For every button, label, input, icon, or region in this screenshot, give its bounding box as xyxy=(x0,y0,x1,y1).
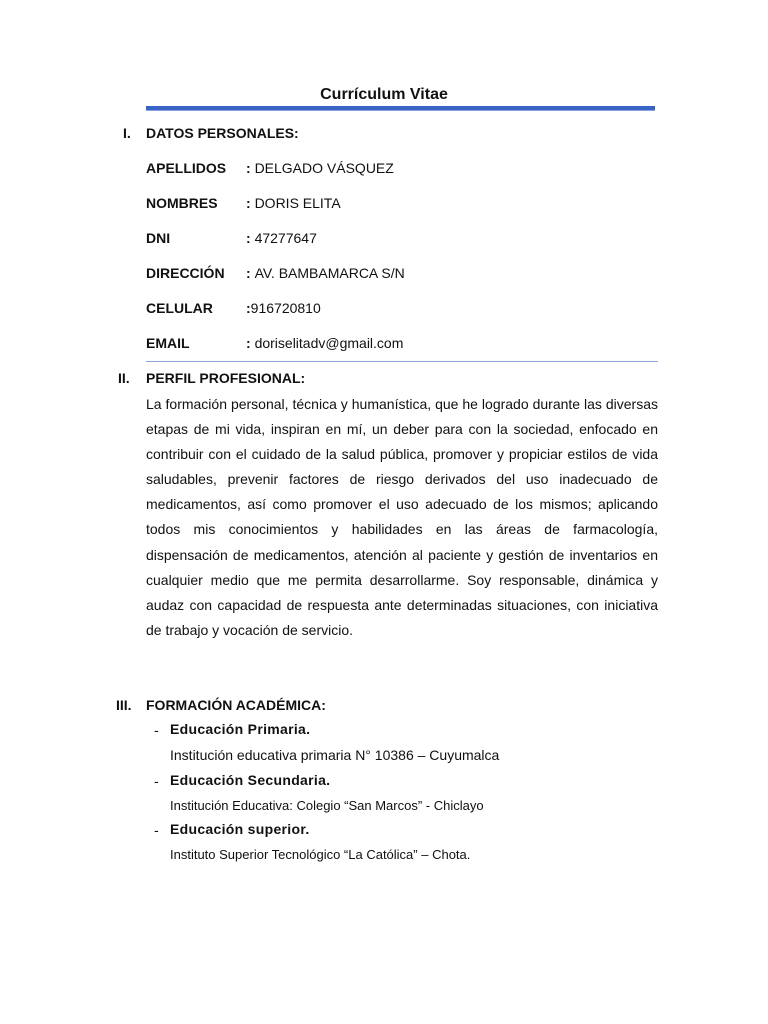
section-number-personal: I. xyxy=(123,125,131,141)
education-institution-secondary: Institución Educativa: Colegio “San Marcos” - Chiclayo xyxy=(170,798,484,813)
field-label-apellidos: APELLIDOS xyxy=(146,160,227,176)
section-title-education: FORMACIÓN ACADÉMICA: xyxy=(146,697,326,713)
section-divider xyxy=(146,361,658,362)
field-separator: : xyxy=(246,195,255,211)
education-level-secondary: Educación Secundaria. xyxy=(170,772,331,788)
field-separator: : xyxy=(246,265,255,281)
document-title: Currículum Vitae xyxy=(320,86,448,103)
list-bullet: - xyxy=(154,822,159,838)
field-separator: : xyxy=(246,300,251,316)
field-label-celular: CELULAR xyxy=(146,300,213,316)
education-institution-superior: Instituto Superior Tecnológico “La Católica” – Chota. xyxy=(170,847,471,862)
field-text: doriselitadv@gmail.com xyxy=(254,335,404,351)
section-number-profile: II. xyxy=(118,370,130,386)
section-title-profile: PERFIL PROFESIONAL: xyxy=(146,370,306,386)
education-level-primary: Educación Primaria. xyxy=(170,721,311,737)
field-value-apellidos xyxy=(246,160,394,176)
field-separator: : xyxy=(246,230,255,246)
field-value-direccion xyxy=(246,265,405,281)
field-label-nombres: NOMBRES xyxy=(146,195,218,211)
field-value-nombres xyxy=(246,195,341,211)
profile-paragraph: La formación personal, técnica y humanística, que he logrado durante las diversas etapas de mi vida, inspiran en mí, un deber para con la sociedad, enfocado en contribuir con el cuidado de la salud pública, promover y propiciar estilos de vida saludables, prevenir factores de riesgo derivados del uso inadecuado de medicamentos, así como promover el uso adecuado de los mismos; aplicando todos mis conocimientos y habilidades en las áreas de farmacología, dispensación de medicamentos, atención al paciente y gestión de inventarios en cualquier medio que me permita desarrollarme. Soy responsable, dinámica y audaz con capacidad de respuesta ante determinadas situaciones, con iniciativa de trabajo y vocación de servicio. xyxy=(146,396,658,638)
field-separator: : xyxy=(246,160,255,176)
field-text: 916720810 xyxy=(250,300,321,316)
section-title-personal: DATOS PERSONALES: xyxy=(146,125,299,141)
title-underline xyxy=(146,106,655,111)
field-label-direccion: DIRECCIÓN xyxy=(146,265,225,281)
field-text: AV. BAMBAMARCA S/N xyxy=(254,265,405,281)
list-bullet: - xyxy=(154,773,159,789)
field-label-email: EMAIL xyxy=(146,335,190,351)
field-text: DELGADO VÁSQUEZ xyxy=(254,160,394,176)
field-label-dni: DNI xyxy=(146,230,171,246)
field-text: 47277647 xyxy=(254,230,317,246)
field-value-celular xyxy=(246,300,321,316)
field-value-email xyxy=(246,335,403,351)
field-text: DORIS ELITA xyxy=(254,195,341,211)
field-separator: : xyxy=(246,335,255,351)
list-bullet: - xyxy=(154,722,159,738)
education-institution-primary: Institución educativa primaria N° 10386 – Cuyumalca xyxy=(170,747,500,763)
section-number-education: III. xyxy=(116,697,132,713)
field-value-dni xyxy=(246,230,317,246)
education-level-superior: Educación superior. xyxy=(170,821,310,837)
